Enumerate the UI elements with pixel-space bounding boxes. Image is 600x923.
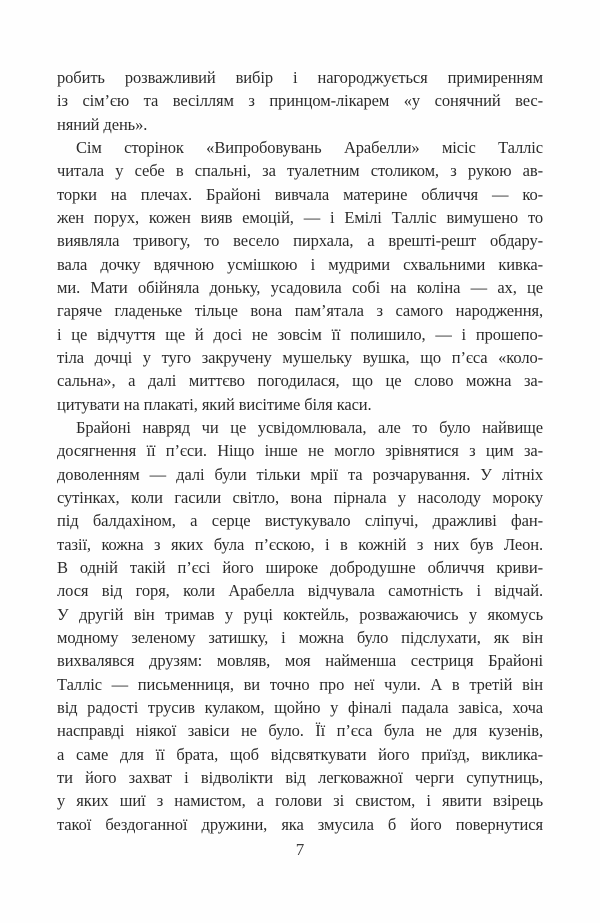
text-line: няний день». bbox=[57, 114, 148, 134]
page-number: 7 bbox=[295, 840, 305, 859]
text-line: тіла дочці у туго закручену мушельку вушка, що п’єса «коло- bbox=[57, 347, 543, 367]
text-line: Сім сторінок «Випробовувань Арабелли» місіс Талліс bbox=[76, 137, 543, 157]
text-line: читала у себе в спальні, за туалетним столиком, з рукою ав- bbox=[57, 161, 543, 181]
text-line: Талліс — письменниця, ви точно про неї чули. А в третій він bbox=[57, 674, 543, 694]
text-line: сальна», а далі миттєво погодилася, що це слово можна за- bbox=[57, 371, 543, 391]
text-line: із сім’єю та весіллям з принцом-лікарем «у сонячний вес- bbox=[57, 91, 543, 111]
text-line: виявляла тривогу, то весело пирхала, а врешті-решт обдару- bbox=[57, 231, 543, 251]
text-line: тазії, кожна з яких була п’єскою, і в кожній з них був Леон. bbox=[57, 534, 543, 554]
page-text bbox=[57, 66, 543, 836]
text-line: насправді ніякої завіси не було. Її п’єса була не для кузенів, bbox=[57, 721, 543, 741]
text-line: такої бездоганної дружини, яка змусила б його повернутися bbox=[57, 814, 543, 834]
text-line: і це відчуття ще й досі не зовсім її полишило, — і прошепо- bbox=[57, 324, 543, 344]
text-line: цитувати на плакаті, який висітиме біля каси. bbox=[57, 394, 372, 414]
text-line: досягнення її п’єси. Ніщо інше не могло зрівнятися з цим за- bbox=[57, 441, 543, 461]
text-line: під балдахіном, а серце вистукувало сліпучі, дражливі фан- bbox=[57, 511, 543, 531]
text-line: лося від горя, коли Арабелла відчувала самотність і відчай. bbox=[57, 581, 543, 601]
text-line: від радості трусив кулаком, щойно у фіналі падала завіса, хоча bbox=[57, 697, 543, 717]
text-line: Брайоні навряд чи це усвідомлювала, але то було найвище bbox=[76, 417, 543, 437]
text-line: У другій він тримав у руці коктейль, розважаючись у якомусь bbox=[57, 604, 543, 624]
text-line: робить розважливий вибір і нагороджується примиренням bbox=[57, 68, 543, 87]
text-line: жен порух, кожен вияв емоцій, — і Емілі Талліс вимушено то bbox=[57, 207, 543, 227]
text-line: у яких шиї з намистом, а голови зі свистом, і явити взірець bbox=[57, 791, 543, 811]
text-line: вихвалявся друзям: мовляв, моя найменша сестриця Брайоні bbox=[57, 651, 543, 671]
text-line: а саме для її брата, щоб відсвяткувати його приїзд, виклика- bbox=[57, 744, 543, 764]
text-line: сутінках, коли гасили світло, вона пірнала у насолоду мороку bbox=[57, 487, 543, 507]
text-line: В одній такій п’єсі його широке добродушне обличчя криви- bbox=[57, 557, 543, 577]
text-line: модному зеленому затишку, і можна було підслухати, як він bbox=[57, 627, 543, 647]
text-line: вала дочку вдячною усмішкою і мудрими схвальними кивка- bbox=[57, 254, 543, 274]
text-line: гаряче гладеньке тільце вона пам’ятала з самого народження, bbox=[57, 301, 543, 321]
paragraph bbox=[57, 136, 543, 416]
text-line: доволенням — далі були тільки мрії та розчарування. У літніх bbox=[57, 464, 543, 484]
text-line: торки на плечах. Брайоні вивчала материне обличчя — ко- bbox=[57, 184, 543, 204]
text-line: ти його захват і відволікти від легковажної черги супутниць, bbox=[57, 767, 543, 787]
text-line: ми. Мати обійняла доньку, усадовила собі на коліна — ах, це bbox=[57, 277, 543, 297]
paragraph bbox=[57, 66, 543, 136]
paragraph bbox=[57, 416, 543, 836]
